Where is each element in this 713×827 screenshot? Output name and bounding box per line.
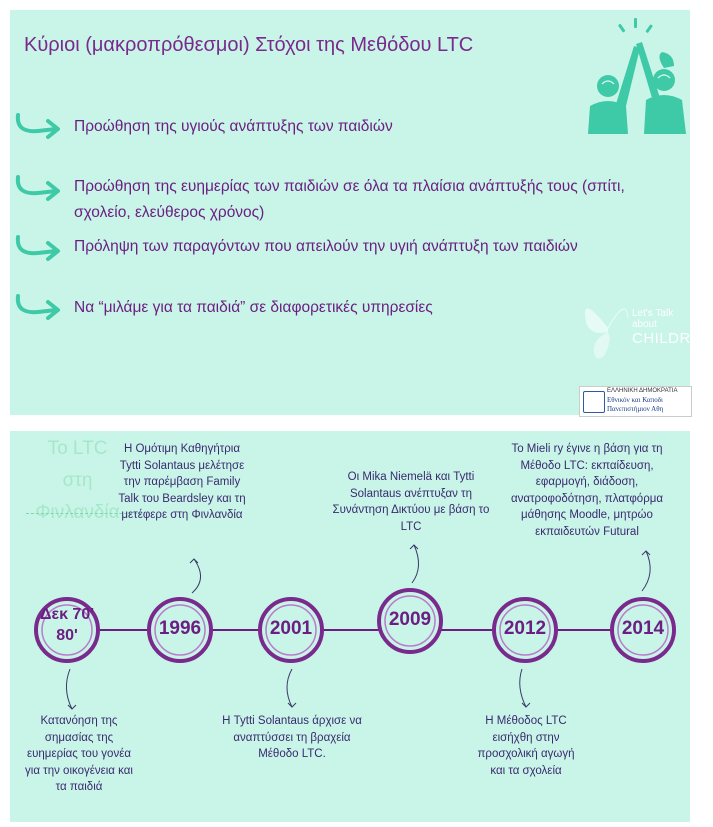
curved-arrow-icon [12,233,66,261]
year-label [27,604,107,646]
year-label: 1996 [158,618,202,639]
year-line: Δεκ 70' [39,606,95,623]
year-label: 2014 [621,618,665,639]
year-line: 80' [56,627,78,644]
timeline-title-line-2: στη [62,470,93,491]
curved-arrow-icon [12,111,66,139]
goal-item-4: Να “μιλάμε για τα παιδιά” σε διαφορετικές υπηρεσίες [74,299,433,316]
goal-item-2: Προώθηση της ευημερίας των παιδιών σε όλα τα πλαίσια ανάπτυξής τους (σπίτι, σχολείο, ελεύθερος χρόνος) [74,178,625,221]
timeline-title-line-3: Φινλανδία [35,502,120,523]
goal-item-1: Προώθηση της υγιούς ανάπτυξης των παιδιών [74,118,393,135]
timeline-description: Το Mieli ry έγινε η βάση για τη Μέθοδο LTC: εκπαίδευση, εφαρμογή, διάδοση, ανατροφοδότηση, πλατφόρμα μάθησης Moodle, μητρώο εκπαιδευτών Futural [510,443,664,538]
timeline-description: Οι Mika Niemelä και Tytti Solantaus ανέπτυξαν τη Συνάντηση Δικτύου με βάση το LTC [332,471,490,533]
logo-children-text: CHILDREN [632,330,713,347]
university-seal-icon [583,391,605,413]
year-label: 2009 [388,609,432,630]
timeline-panel [10,431,690,822]
timeline-description: Η Ομότιμη Καθηγήτρια Tytti Solantaus μελέτησε την παρέμβαση Family Talk του Beardsley και τη μετέφερε στη Φινλανδία [118,443,246,521]
timeline-description: Η Tytti Solantaus άρχισε να αναπτύσσει τη βραχεία Μέθοδο LTC. [222,715,362,760]
university-line-2: Εθνικόν και Καποδι [607,396,663,404]
year-label: 2001 [269,618,313,639]
timeline-title-line-1: Το LTC [47,438,108,459]
year-label: 2012 [503,618,547,639]
curved-arrow-icon [12,292,66,320]
timeline-description: Κατανόηση της σημασίας της ευημερίας του γονέα για την οικογένεια και τα παιδιά [25,715,133,793]
university-line-1: ΕΛΛΗΝΙΚΗ ΔΗΜΟΚΡΑΤΙΑ [607,388,678,394]
logo-tagline: Let's Talk about [632,308,674,330]
university-line-3: Πανεπιστήμιον Αθη [607,405,664,413]
page-title: Κύριοι (μακροπρόθεσμοι) Στόχοι της Μεθόδου LTC [24,34,474,56]
goal-item-3: Πρόληψη των παραγόντων που απειλούν την υγιή ανάπτυξη των παιδιών [74,238,578,255]
university-logo [579,386,692,417]
goals-panel [10,10,713,415]
timeline-description: Η Μέθοδος LTC εισήχθη στην προσχολική αγωγή και τα σχολεία [477,715,575,777]
curved-arrow-icon [12,173,66,201]
